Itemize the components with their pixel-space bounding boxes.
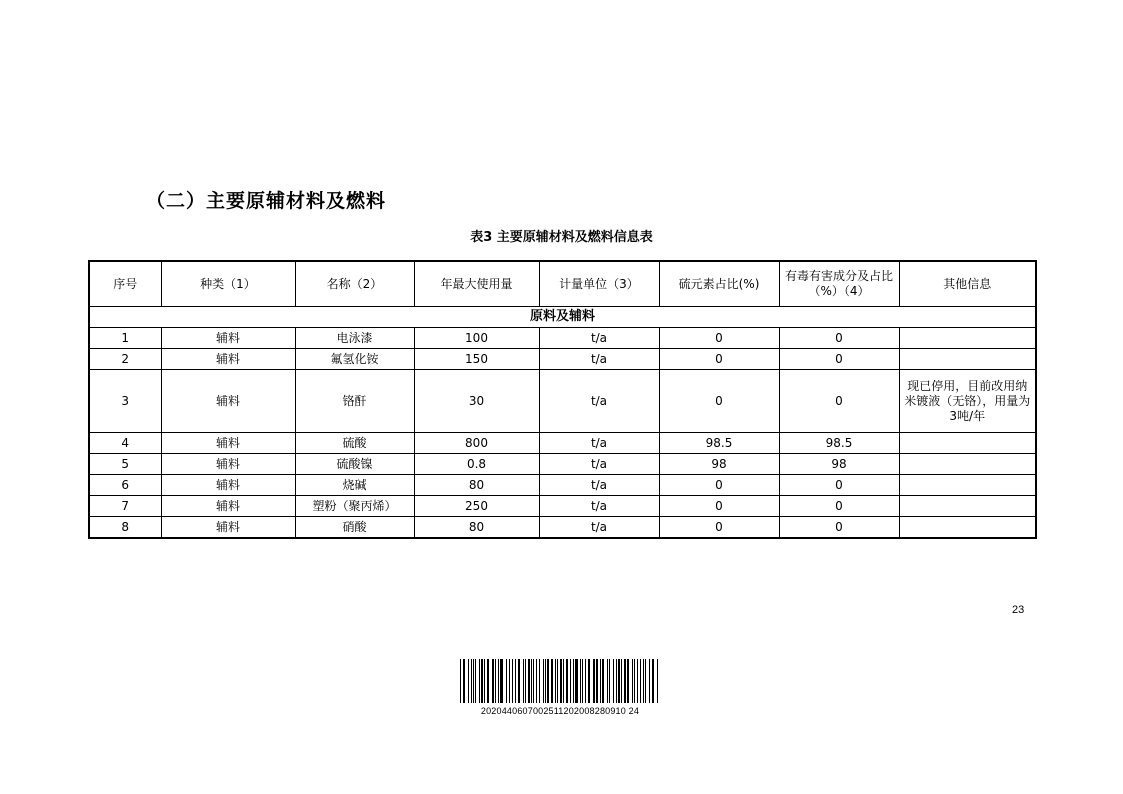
barcode-bar [515, 659, 516, 703]
cell-no: 2 [89, 349, 161, 370]
barcode-bar [593, 659, 595, 703]
cell-toxic: 0 [779, 517, 899, 539]
cell-sulfur: 0 [659, 496, 779, 517]
cell-type: 辅料 [161, 349, 295, 370]
page-number: 23 [1012, 604, 1025, 616]
barcode-bar [460, 659, 461, 703]
cell-sulfur: 0 [659, 328, 779, 349]
barcode-bar [518, 659, 520, 703]
cell-type: 辅料 [161, 328, 295, 349]
cell-toxic: 98.5 [779, 433, 899, 454]
barcode-bar [634, 659, 635, 703]
cell-no: 5 [89, 454, 161, 475]
barcode-bar [596, 659, 598, 703]
cell-other [899, 349, 1036, 370]
cell-other [899, 433, 1036, 454]
cell-other [899, 328, 1036, 349]
barcode-bar [621, 659, 622, 703]
cell-amount: 100 [414, 328, 539, 349]
barcode-bar [652, 659, 654, 703]
cell-amount: 30 [414, 370, 539, 433]
cell-unit: t/a [539, 517, 659, 539]
barcode-bar [570, 659, 571, 703]
cell-amount: 250 [414, 496, 539, 517]
cell-other [899, 517, 1036, 539]
cell-other [899, 496, 1036, 517]
header-no: 序号 [89, 261, 161, 307]
barcode-bar [509, 659, 510, 703]
table-row [89, 496, 1036, 517]
cell-toxic: 98 [779, 454, 899, 475]
barcode-bar [536, 659, 537, 703]
barcode-bar [632, 659, 633, 703]
cell-no: 3 [89, 370, 161, 433]
table-row [89, 349, 1036, 370]
barcode-bar [463, 659, 465, 703]
barcode-bar [627, 659, 629, 703]
barcode-number: 2020440607002511202008280910 24 [480, 706, 640, 716]
barcode-bar [616, 659, 617, 703]
table-caption: 表3 主要原辅材料及燃料信息表 [470, 230, 653, 245]
cell-sulfur: 98.5 [659, 433, 779, 454]
section-heading: （二）主要原辅材料及燃料 [146, 190, 387, 212]
cell-name: 硝酸 [295, 517, 414, 539]
barcode-bar [588, 659, 590, 703]
table-header-row [89, 261, 1036, 307]
table-row [89, 370, 1036, 433]
cell-name: 硫酸 [295, 433, 414, 454]
cell-no: 6 [89, 475, 161, 496]
barcode-bar [512, 659, 513, 703]
barcode-icon [460, 659, 660, 703]
cell-toxic: 0 [779, 370, 899, 433]
barcode-bar [495, 659, 496, 703]
cell-name: 塑粉（聚丙烯） [295, 496, 414, 517]
cell-unit: t/a [539, 328, 659, 349]
barcode-bar [613, 659, 614, 703]
table-row [89, 328, 1036, 349]
header-other: 其他信息 [899, 261, 1036, 307]
barcode-bar [533, 659, 534, 703]
barcode-bar [492, 659, 494, 703]
group-row [89, 307, 1036, 328]
barcode-bar [471, 659, 472, 703]
header-amount: 年最大使用量 [414, 261, 539, 307]
header-sulfur: 硫元素占比(%) [659, 261, 779, 307]
barcode-bar [506, 659, 507, 703]
cell-type: 辅料 [161, 475, 295, 496]
barcode-bar [602, 659, 604, 703]
cell-other [899, 454, 1036, 475]
cell-name: 硫酸镍 [295, 454, 414, 475]
cell-unit: t/a [539, 454, 659, 475]
cell-name: 氟氢化铵 [295, 349, 414, 370]
barcode-bar [523, 659, 524, 703]
barcode-bar [557, 659, 558, 703]
barcode-bar [473, 659, 474, 703]
cell-name: 烧碱 [295, 475, 414, 496]
barcode-bar [582, 659, 583, 703]
cell-toxic: 0 [779, 328, 899, 349]
cell-amount: 800 [414, 433, 539, 454]
cell-unit: t/a [539, 475, 659, 496]
barcode-bar [543, 659, 544, 703]
barcode-bar [637, 659, 638, 703]
table-row [89, 475, 1036, 496]
barcode-bar [585, 659, 586, 703]
cell-sulfur: 0 [659, 475, 779, 496]
header-toxic: 有毒有害成分及占比（%）（4） [779, 261, 899, 307]
cell-amount: 80 [414, 475, 539, 496]
barcode-bar [487, 659, 489, 703]
cell-unit: t/a [539, 433, 659, 454]
cell-sulfur: 98 [659, 454, 779, 475]
cell-unit: t/a [539, 370, 659, 433]
cell-no: 1 [89, 328, 161, 349]
barcode-bar [484, 659, 485, 703]
cell-other: 现已停用，目前改用纳米镀液（无铬），用量为3吨/年 [899, 370, 1036, 433]
table-row [89, 433, 1036, 454]
table-row [89, 517, 1036, 539]
barcode-bar [607, 659, 608, 703]
barcode-bar [657, 659, 658, 703]
cell-sulfur: 0 [659, 349, 779, 370]
barcode-bar [618, 659, 620, 703]
cell-toxic: 0 [779, 475, 899, 496]
barcode-bar [566, 659, 568, 703]
barcode-bar [481, 659, 483, 703]
barcode-bar [575, 659, 578, 703]
cell-amount: 0.8 [414, 454, 539, 475]
barcode-bar [563, 659, 564, 703]
barcode-bar [539, 659, 540, 703]
header-unit: 计量单位（3） [539, 261, 659, 307]
barcode-bar [531, 659, 532, 703]
cell-name: 铬酐 [295, 370, 414, 433]
cell-unit: t/a [539, 496, 659, 517]
cell-sulfur: 0 [659, 370, 779, 433]
table-row [89, 454, 1036, 475]
cell-no: 8 [89, 517, 161, 539]
cell-name: 电泳漆 [295, 328, 414, 349]
cell-type: 辅料 [161, 370, 295, 433]
cell-no: 7 [89, 496, 161, 517]
cell-sulfur: 0 [659, 517, 779, 539]
barcode-bar [500, 659, 503, 703]
barcode-bar [573, 659, 574, 703]
barcode-bar [580, 659, 581, 703]
barcode-bar [545, 659, 546, 703]
cell-amount: 150 [414, 349, 539, 370]
cell-type: 辅料 [161, 454, 295, 475]
cell-type: 辅料 [161, 517, 295, 539]
cell-no: 4 [89, 433, 161, 454]
barcode-bar [609, 659, 610, 703]
header-type: 种类（1） [161, 261, 295, 307]
group-label: 原料及辅料 [89, 307, 1036, 328]
barcode-bar [468, 659, 469, 703]
barcode-bar [525, 659, 526, 703]
barcode-bar [555, 659, 556, 703]
barcode-bar [560, 659, 562, 703]
barcode-bar [645, 659, 646, 703]
cell-toxic: 0 [779, 349, 899, 370]
barcode-bar [479, 659, 480, 703]
barcode-bar [600, 659, 601, 703]
cell-amount: 80 [414, 517, 539, 539]
barcode-bar [547, 659, 549, 703]
cell-unit: t/a [539, 349, 659, 370]
barcode-bar [640, 659, 641, 703]
cell-type: 辅料 [161, 433, 295, 454]
barcode-bar [498, 659, 499, 703]
barcode-bar [643, 659, 644, 703]
barcode-bar [624, 659, 626, 703]
cell-type: 辅料 [161, 496, 295, 517]
cell-toxic: 0 [779, 496, 899, 517]
barcode-bar [649, 659, 650, 703]
barcode-bar [528, 659, 530, 703]
header-name: 名称（2） [295, 261, 414, 307]
barcode-bar [551, 659, 553, 703]
cell-other [899, 475, 1036, 496]
materials-info-table [88, 260, 1037, 539]
barcode-bar [475, 659, 476, 703]
